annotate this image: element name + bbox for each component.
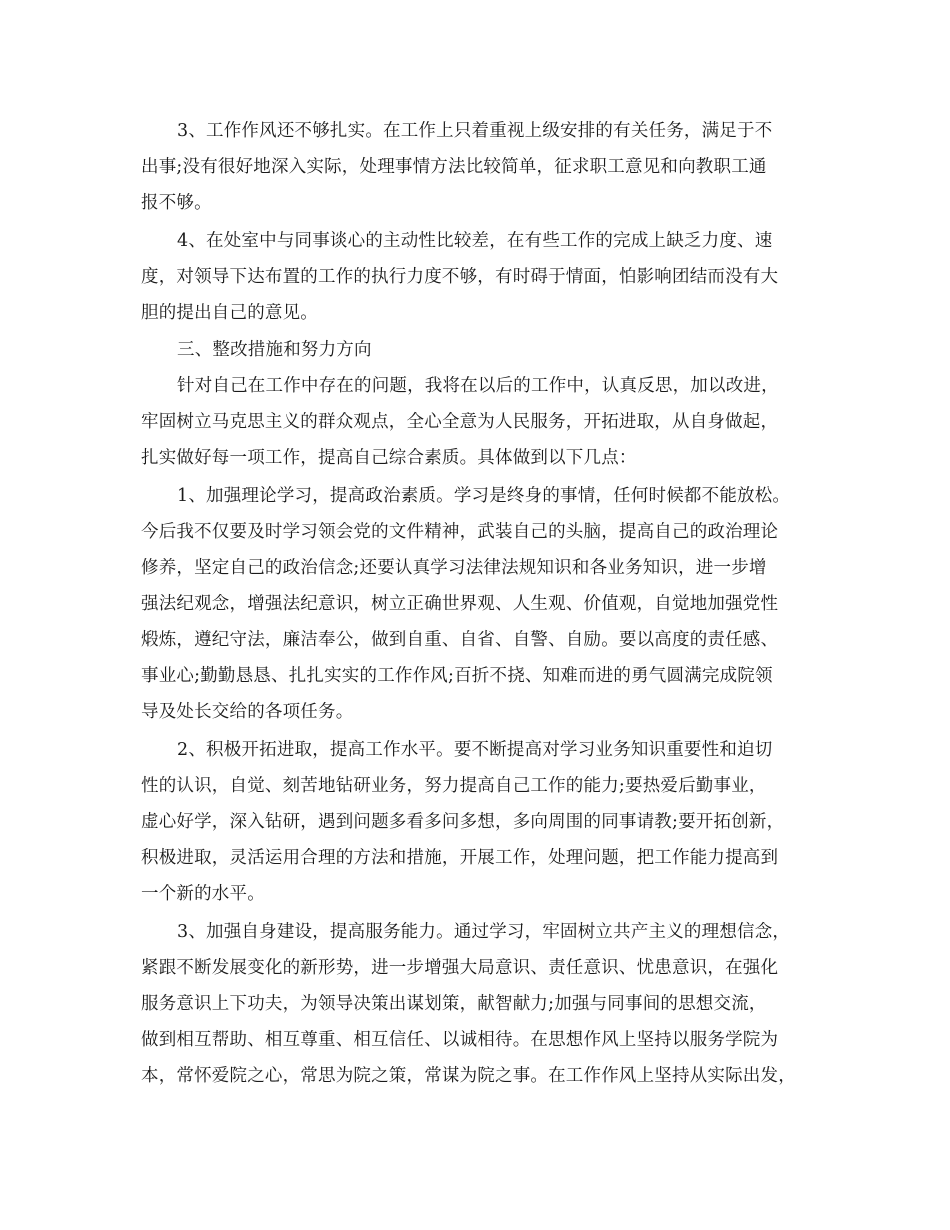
section-heading: 三、整改措施和努力方向 [177, 340, 372, 360]
text-line: 3、加强自身建设，提高服务能力。通过学习，牢固树立共产主义的理想信念， [177, 922, 791, 942]
text-line: 3、工作作风还不够扎实。在工作上只着重视上级安排的有关任务，满足于不 [177, 121, 773, 141]
text-line: 1、加强理论学习，提高政治素质。学习是终身的事情，任何时候都不能放松。 [177, 486, 791, 506]
text-line: 修养，坚定自己的政治信念;还要认真学习法律法规知识和各业务知识，进一步增 [141, 558, 767, 578]
text-line: 度，对领导下达布置的工作的执行力度不够，有时碍于情面，怕影响团结而没有大 [141, 267, 779, 287]
text-line: 虚心好学，深入钻研，遇到问题多看多问多想，多向周围的同事请教;要开拓创新， [141, 812, 785, 832]
text-line: 做到相互帮助、相互尊重、相互信任、以诚相待。在思想作风上坚持以服务学院为 [141, 1030, 779, 1050]
text-line: 一个新的水平。 [141, 884, 265, 904]
text-line: 胆的提出自己的意见。 [141, 303, 318, 323]
text-line: 导及处长交给的各项任务。 [141, 702, 354, 722]
text-line: 性的认识，自觉、刻苦地钻研业务，努力提高自己工作的能力;要热爱后勤事业， [141, 776, 767, 796]
text-line: 本，常怀爱院之心，常思为院之策，常谋为院之事。在工作作风上坚持从实际出发， [141, 1066, 796, 1086]
text-line: 积极进取，灵活运用合理的方法和措施，开展工作，处理问题，把工作能力提高到 [141, 848, 779, 868]
text-line: 扎实做好每一项工作，提高自己综合素质。具体做到以下几点： [141, 448, 637, 468]
text-line: 今后我不仅要及时学习领会党的文件精神，武装自己的头脑，提高自己的政治理论 [141, 522, 779, 542]
text-line: 煅炼，遵纪守法，廉洁奉公，做到自重、自省、自警、自励。要以高度的责任感、 [141, 630, 779, 650]
text-line: 事业心;勤勤恳恳、扎扎实实的工作作风;百折不挠、知难而进的勇气圆满完成院领 [141, 666, 773, 686]
text-line: 牢固树立马克思主义的群众观点，全心全意为人民服务，开拓进取，从自身做起， [141, 412, 779, 432]
text-line: 出事;没有很好地深入实际，处理事情方法比较简单，征求职工意见和向教职工通 [141, 157, 767, 177]
text-line: 紧跟不断发展变化的新形势，进一步增强大局意识、责任意识、忧患意识，在强化 [141, 958, 779, 978]
text-line: 2、积极开拓进取，提高工作水平。要不断提高对学习业务知识重要性和迫切 [177, 740, 773, 760]
text-line: 服务意识上下功夫，为领导决策出谋划策，献智献力;加强与同事间的思想交流， [141, 994, 767, 1014]
text-line: 强法纪观念，增强法纪意识，树立正确世界观、人生观、价值观，自觉地加强党性 [141, 594, 779, 614]
text-line: 4、在处室中与同事谈心的主动性比较差，在有些工作的完成上缺乏力度、速 [177, 231, 773, 251]
text-line: 针对自己在工作中存在的问题，我将在以后的工作中，认真反思，加以改进， [177, 376, 779, 396]
text-line: 报不够。 [141, 193, 212, 213]
